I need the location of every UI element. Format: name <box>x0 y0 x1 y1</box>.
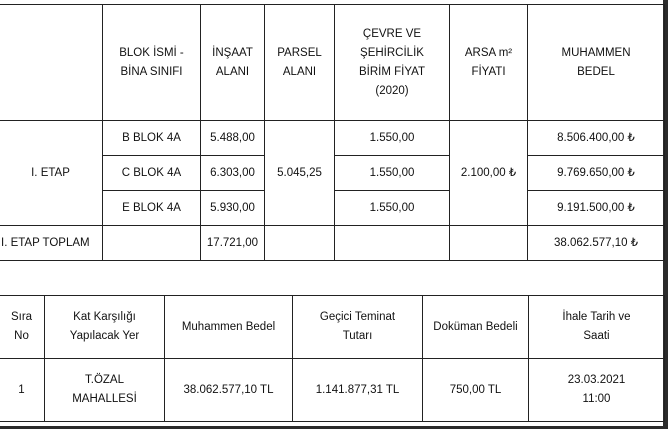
table-row <box>0 359 665 422</box>
blok-name: C BLOK 4A <box>103 156 201 191</box>
total-bedel: 38.062.577,10 ₺ <box>528 226 665 261</box>
header-cevre: ÇEVRE VE ŞEHİRCİLİK BİRİM FİYAT (2020) <box>335 5 450 121</box>
header-muhammen-bedel: Muhammen Bedel <box>165 296 293 359</box>
blok-name: E BLOK 4A <box>103 191 201 226</box>
sira-value: 1 <box>0 359 45 422</box>
etap-label: I. ETAP <box>0 121 103 226</box>
ihale-value: 23.03.2021 11:00 <box>529 359 665 422</box>
cevre-value: 1.550,00 <box>335 191 450 226</box>
table2-header-row <box>0 296 665 359</box>
arsa-value: 2.100,00 ₺ <box>450 121 528 226</box>
teminat-value: 1.141.877,31 TL <box>293 359 423 422</box>
blok-name: B BLOK 4A <box>103 121 201 156</box>
cevre-value: 1.550,00 <box>335 121 450 156</box>
bedel-value: 8.506.400,00 ₺ <box>528 121 665 156</box>
etap-cost-table <box>0 4 665 261</box>
total-row <box>0 226 665 261</box>
header-sira: Sıra No <box>0 296 45 359</box>
total-label: I. ETAP TOPLAM <box>0 226 103 261</box>
header-arsa: ARSA m² FİYATI <box>450 5 528 121</box>
insaat-value: 5.930,00 <box>201 191 265 226</box>
cevre-value: 1.550,00 <box>335 156 450 191</box>
empty-cell <box>265 226 335 261</box>
header-blok: BLOK İSMİ - BİNA SINIFI <box>103 5 201 121</box>
bedel-value: 9.769.650,00 ₺ <box>528 156 665 191</box>
table1-header-row <box>0 5 665 121</box>
header-teminat: Geçici Teminat Tutarı <box>293 296 423 359</box>
insaat-value: 6.303,00 <box>201 156 265 191</box>
header-muhammen: MUHAMMEN BEDEL <box>528 5 665 121</box>
empty-cell <box>103 226 201 261</box>
header-kat: Kat Karşılığı Yapılacak Yer <box>45 296 165 359</box>
header-parsel: PARSEL ALANI <box>265 5 335 121</box>
total-insaat: 17.721,00 <box>201 226 265 261</box>
yer-value: T.ÖZAL MAHALLESİ <box>45 359 165 422</box>
table-row <box>0 121 665 156</box>
dokuman-value: 750,00 TL <box>423 359 529 422</box>
parsel-value: 5.045,25 <box>265 121 335 226</box>
insaat-value: 5.488,00 <box>201 121 265 156</box>
empty-cell <box>335 226 450 261</box>
empty-cell <box>450 226 528 261</box>
header-dokuman: Doküman Bedeli <box>423 296 529 359</box>
empty-header-cell <box>0 5 103 121</box>
bedel-value: 9.191.500,00 ₺ <box>528 191 665 226</box>
muhammen-value: 38.062.577,10 TL <box>165 359 293 422</box>
header-insaat: İNŞAAT ALANI <box>201 5 265 121</box>
tender-table <box>0 295 665 422</box>
header-ihale: İhale Tarih ve Saati <box>529 296 665 359</box>
